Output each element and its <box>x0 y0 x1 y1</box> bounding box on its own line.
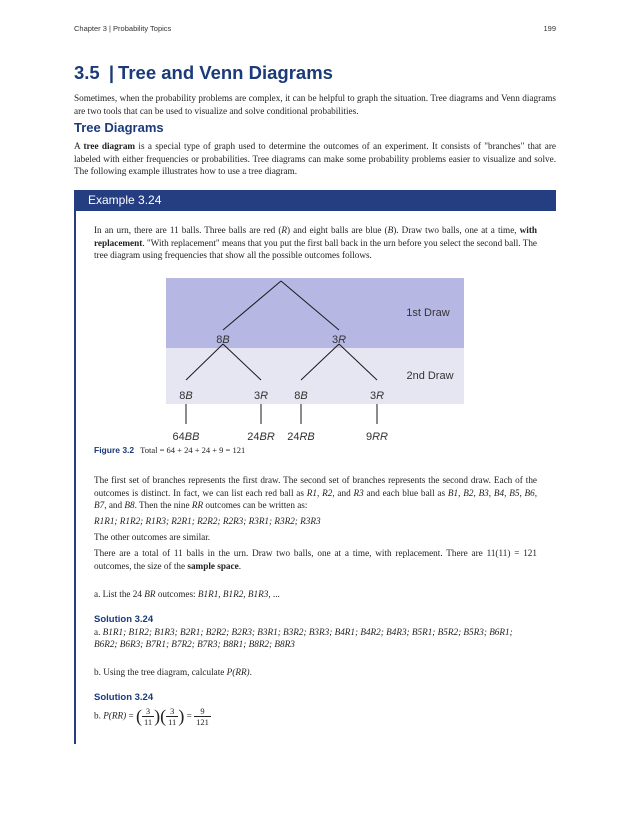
page-number: 199 <box>543 24 556 33</box>
node-second-8b-left: 8B <box>179 390 193 402</box>
outcome-9rr: 9RR <box>365 431 389 443</box>
subheading-tree-diagrams: Tree Diagrams <box>74 120 164 135</box>
section-title <box>74 62 333 84</box>
section-number: 3.5 <box>74 62 100 83</box>
term-with-replacement: with replacement <box>94 225 538 248</box>
question-b: b. Using the tree diagram, calculate P(RR). <box>94 667 252 677</box>
tree-diagram-paragraph: A tree diagram is a special type of graph used to determine the outcomes of an experiment. It consists of "branches" that are labeled with either frequencies or probabilities. Tree diagrams can make some probability problems easier to visualize and solve. The following example illustrates how to use a tree diagram. <box>74 141 556 177</box>
fraction-9-over-121: $\frac{9}{121}$ <box>196 706 209 727</box>
solution-a-line2: B6R2; B6R3; B7R1; B7R2; B7R3; B8R1; B8R2; B8R3 <box>94 639 295 649</box>
node-second-3r-left: 3R <box>253 390 269 402</box>
node-second-8b-right: 8B <box>294 390 308 402</box>
intro-paragraph: Sometimes, when the probability problems are complex, it can be helpful to graph the situation. Tree diagrams and Venn diagrams are two tools that can be used to visualize and solve conditional probabilities. <box>74 93 556 116</box>
question-a: a. List the 24 BR outcomes: B1R1, B1R2, B1R3, ... <box>94 589 280 599</box>
example-intro-paragraph: In an urn, there are 11 balls. Three balls are red (R) and eight balls are blue (B). Draw two balls, one at a time, with replacement. "With replacement" means that you put the first ball back in the urn before you select the second ball. The tree diagram using frequencies that show all the possible outcomes follows. <box>94 225 538 261</box>
example-side-rule <box>74 211 76 744</box>
outcome-24rb: 24RB <box>287 431 315 443</box>
sample-space-paragraph: There are a total of 11 balls in the urn. Draw two balls, one at a time, with replacement. There are 11(11) = 121 outcomes, the size of the sample space. <box>94 548 537 571</box>
term-tree-diagram: tree diagram <box>83 141 136 151</box>
fraction-3-over-11-first: $\frac{3}{11}$ <box>143 706 153 727</box>
example-title: Example 3.24 <box>88 193 162 207</box>
node-first-3r: 3R <box>331 334 347 346</box>
figure-label: Figure 3.2 <box>94 445 135 455</box>
title-separator: | <box>108 62 115 83</box>
second-draw-label: 2nd Draw <box>406 370 454 382</box>
term-sample-space: sample space <box>187 560 239 571</box>
figure-caption-text: Total = 64 + 24 + 24 + 9 = 121 <box>140 445 246 455</box>
solution-label-a: Solution 3.24 <box>94 614 154 625</box>
tree-diagram-figure <box>160 278 470 446</box>
outcome-24br: 24BR <box>247 431 275 443</box>
node-first-8b: 8B <box>216 334 230 346</box>
solution-b-equation: b. P(RR) = ( $\frac{3}{11}$ )( $\frac{3}{11}$ ) = $\frac{9}{121}$ <box>94 706 209 727</box>
solution-a-line1: a. B1R1; B1R2; B1R3; B2R1; B2R2; B2R3; B3R1; B3R2; B3R3; B4R1; B4R2; B4R3; B5R1; B5R2; B5R3; B6R1; <box>94 627 513 637</box>
branches-paragraph: The first set of branches represents the first draw. The second set of branches represents the second draw. Each of the outcomes is distinct. In fact, we can list each red ball as R1, R2, and R3 and each blue ball as B1, B2, B3, B4, B5, B6, B7, and B8. Then the nine RR outcomes can be written as: <box>94 475 538 511</box>
rr-outcomes-list: R1R1; R1R2; R1R3; R2R1; R2R2; R2R3; R3R1; R3R2; R3R3 <box>94 516 321 526</box>
example-banner <box>74 190 556 211</box>
first-draw-label: 1st Draw <box>406 307 450 319</box>
figure-caption <box>94 445 245 455</box>
node-second-3r-right: 3R <box>369 390 385 402</box>
section-title-text: Tree and Venn Diagrams <box>118 62 333 83</box>
solution-label-b: Solution 3.24 <box>94 692 154 703</box>
other-outcomes-note: The other outcomes are similar. <box>94 532 211 542</box>
running-header-chapter: Chapter 3 | Probability Topics <box>74 24 172 33</box>
fraction-3-over-11-second: $\frac{3}{11}$ <box>168 706 177 727</box>
outcome-64bb: 64BB <box>172 431 200 443</box>
